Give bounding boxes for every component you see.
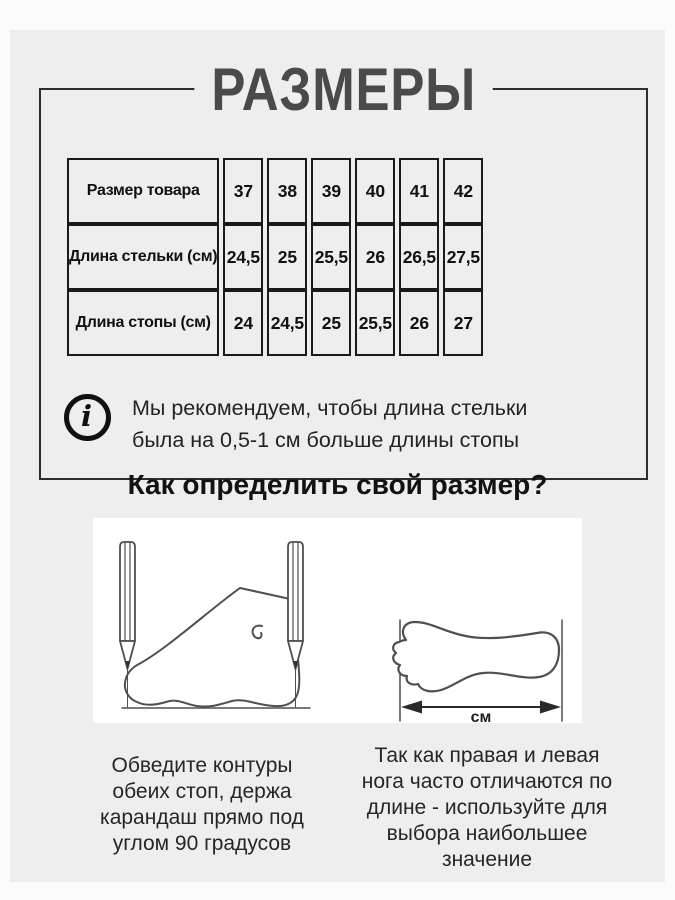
row-label: Размер товара — [67, 158, 219, 224]
size-table — [63, 158, 487, 356]
table-cell: 27,5 — [443, 224, 483, 290]
table-row-product-size — [67, 158, 483, 224]
instruction-line: нога часто отличаются по — [361, 770, 613, 793]
instruction-line: значение — [441, 848, 533, 871]
table-cell: 27 — [443, 290, 483, 356]
table-cell: 25 — [311, 290, 351, 356]
info-note-line: Мы рекомендуем, чтобы длина стельки — [132, 396, 528, 420]
page-title — [39, 56, 648, 123]
table-cell: 26 — [355, 224, 395, 290]
illustration-panel — [93, 518, 582, 723]
row-label: Длина стопы (см) — [67, 290, 219, 356]
table-cell: 39 — [311, 158, 351, 224]
table-cell: 41 — [399, 158, 439, 224]
instruction-line: Так как правая и левая — [374, 744, 600, 767]
footprint-measure-illustration — [393, 620, 562, 723]
foot-side-tracing-illustration — [120, 542, 310, 708]
row-label: Длина стельки (см) — [67, 224, 219, 290]
instruction-line: Обведите контуры — [111, 754, 293, 777]
table-cell: 25,5 — [311, 224, 351, 290]
info-icon — [64, 394, 111, 441]
instruction-left — [79, 753, 325, 857]
info-note-text — [132, 392, 552, 456]
instruction-line: выбора наибольшее — [386, 822, 588, 845]
instruction-line: углом 90 градусов — [112, 832, 292, 855]
info-icon-glyph: i — [80, 399, 93, 433]
table-cell: 38 — [267, 158, 307, 224]
instruction-line: обеих стоп, держа — [112, 780, 292, 803]
instruction-line: карандаш прямо под — [100, 806, 304, 829]
measurement-illustrations — [93, 518, 582, 723]
table-cell: 40 — [355, 158, 395, 224]
table-row-insole-length — [67, 224, 483, 290]
instruction-right — [353, 743, 621, 873]
table-cell: 25,5 — [355, 290, 395, 356]
table-cell: 42 — [443, 158, 483, 224]
info-note-line: была на 0,5-1 см больше длины стопы — [132, 428, 520, 452]
instruction-line: длине - используйте для — [366, 796, 608, 819]
table-cell: 26 — [399, 290, 439, 356]
table-cell: 24 — [223, 290, 263, 356]
footprint-outline — [393, 622, 559, 691]
table-cell: 26,5 — [399, 224, 439, 290]
table-cell: 24,5 — [267, 290, 307, 356]
table-cell: 24,5 — [223, 224, 263, 290]
page-title-text: РАЗМЕРЫ — [194, 61, 493, 119]
section-heading: Как определить свой размер? — [127, 469, 548, 500]
foot-side-outline — [125, 588, 299, 707]
table-cell: 25 — [267, 224, 307, 290]
table-row-foot-length — [67, 290, 483, 356]
table-cell: 37 — [223, 158, 263, 224]
unit-label: см — [470, 709, 492, 723]
